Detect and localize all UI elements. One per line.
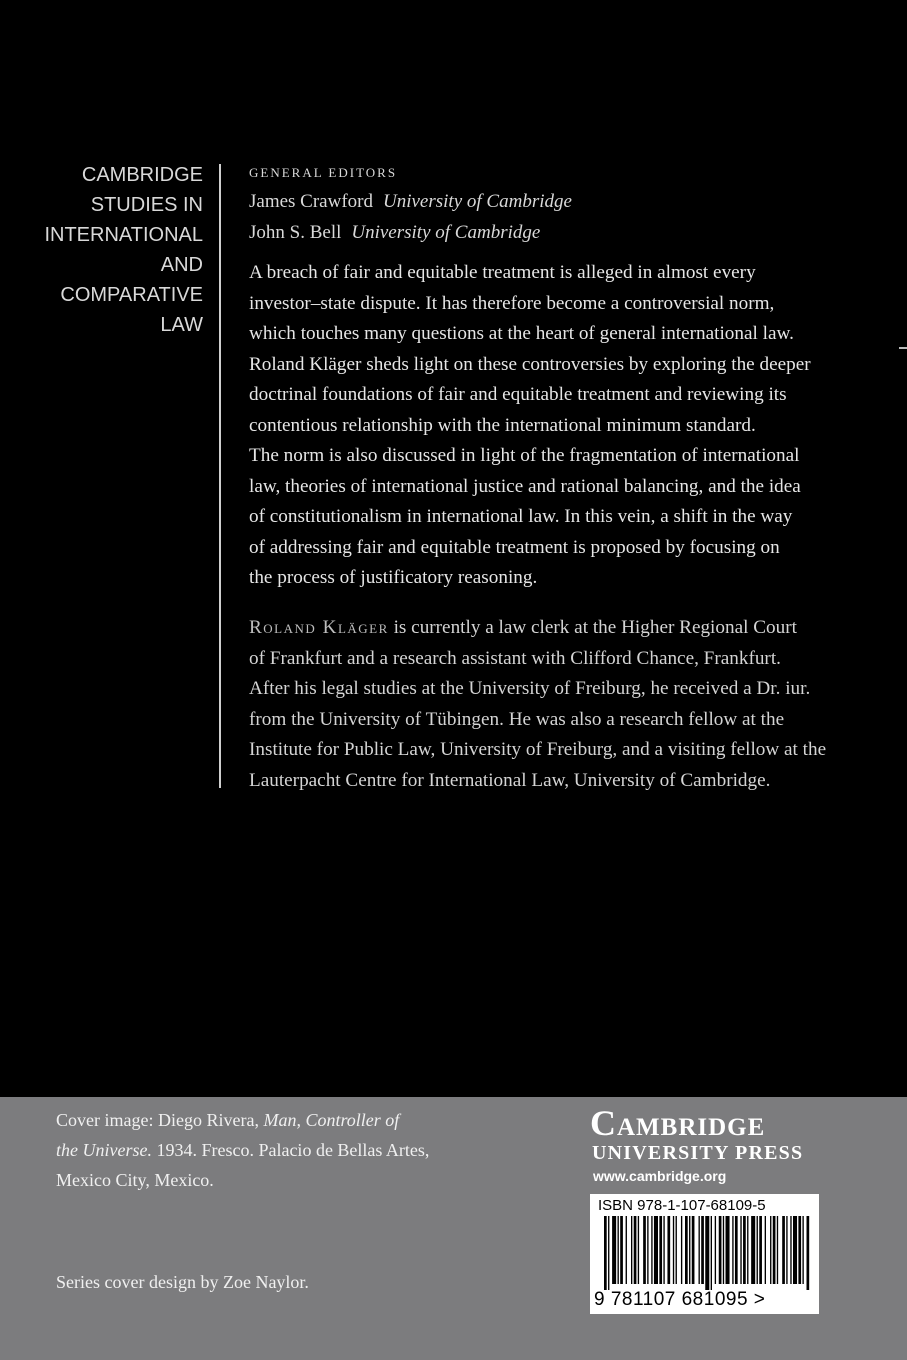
barcode-bar — [612, 1216, 616, 1284]
barcode-bar — [647, 1216, 648, 1284]
barcode-bar — [673, 1216, 674, 1284]
barcode-bar — [726, 1216, 730, 1284]
barcode-bar — [620, 1216, 623, 1284]
barcode-bar — [757, 1216, 758, 1284]
isbn-label: ISBN 978-1-107-68109-5 — [598, 1197, 766, 1214]
bio-text: is currently a law clerk at the Higher Regional Court — [388, 617, 797, 638]
credit-line — [56, 1135, 429, 1165]
editor-affiliation: University of Cambridge — [383, 191, 572, 212]
credit-text: 1934. Fresco. Palacio de Bellas Artes, — [151, 1140, 430, 1160]
author-bio — [249, 613, 869, 796]
barcode-bar — [743, 1216, 746, 1284]
barcode-bar — [638, 1216, 639, 1284]
barcode-bar — [634, 1216, 637, 1284]
barcode-digits: 9 781107 681095 > — [594, 1289, 766, 1310]
barcode-bar — [626, 1216, 627, 1284]
credit-text: Cover image: Diego Rivera, — [56, 1110, 264, 1130]
barcode-bar — [751, 1216, 755, 1284]
barcode-bar — [715, 1216, 716, 1284]
barcode-bar — [790, 1216, 791, 1284]
barcode-bar — [793, 1216, 797, 1284]
description-line: of constitutionalism in international law. In this vein, a shift in the way — [249, 506, 793, 527]
barcode-bar — [604, 1216, 607, 1290]
editor-affiliation: University of Cambridge — [351, 222, 541, 243]
barcode-bar — [747, 1216, 748, 1284]
description-line: of addressing fair and equitable treatment is proposed by focusing on — [249, 536, 780, 558]
bio-line: Lauterpacht Centre for International Law, University of Cambridge. — [249, 769, 771, 791]
description-line: doctrinal foundations of fair and equitable treatment and reviewing its — [249, 384, 787, 405]
general-editors-heading: GENERAL EDITORS — [249, 165, 398, 180]
barcode-bar — [659, 1216, 662, 1284]
cover-image-credit — [56, 1105, 429, 1195]
barcode-bar — [631, 1216, 632, 1284]
description-line: which touches many questions at the heart of general international law. — [249, 323, 794, 344]
publisher-url: www.cambridge.org — [593, 1168, 727, 1184]
bio-line: from the University of Tübingen. He was also a research fellow at the — [249, 708, 785, 730]
barcode-bar — [699, 1216, 700, 1284]
barcode-bar — [654, 1216, 658, 1284]
barcode-bar — [608, 1216, 609, 1290]
artwork-title: the Universe. — [56, 1140, 152, 1160]
editor-name: James Crawford — [249, 191, 373, 212]
bio-line: Institute for Public Law, University of Freiburg, and a visiting fellow at the — [249, 739, 827, 760]
description-line: investor–state dispute. It has therefore become a controversial norm, — [249, 292, 775, 314]
series-title-line: LAW — [160, 314, 203, 336]
series-title-line: AND — [160, 254, 203, 276]
bio-line: After his legal studies at the University of Freiburg, he received a Dr. iur. — [249, 678, 811, 699]
barcode-bar — [705, 1216, 709, 1290]
series-title-line: INTERNATIONAL — [44, 224, 203, 246]
barcode-bar — [735, 1216, 738, 1284]
barcode-bar — [786, 1216, 787, 1284]
publisher-subtitle: UNIVERSITY PRESS — [592, 1142, 804, 1164]
barcode-panel — [590, 1194, 819, 1314]
barcode-bar — [732, 1216, 733, 1284]
credit-line — [56, 1105, 429, 1135]
series-title — [30, 160, 203, 340]
barcode-bar — [770, 1216, 771, 1284]
barcode-bar — [667, 1216, 670, 1284]
barcode-bar — [777, 1216, 778, 1284]
barcode-bar — [643, 1216, 646, 1284]
description-line: Roland Kläger sheds light on these controversies by exploring the deeper — [249, 353, 811, 375]
barcode-bar — [719, 1216, 722, 1284]
barcode-bar — [782, 1216, 785, 1284]
description-line: A breach of fair and equitable treatment is alleged in almost every — [249, 262, 756, 283]
author-name: Roland Kläger — [249, 617, 389, 638]
barcode-bar — [807, 1216, 810, 1290]
barcode-bar — [663, 1216, 664, 1284]
editor-entry — [249, 188, 572, 216]
description-line: The norm is also discussed in light of the fragmentation of international — [249, 445, 800, 466]
barcode-bar — [685, 1216, 688, 1284]
barcode-bar — [802, 1216, 803, 1284]
barcode-bar — [681, 1216, 682, 1284]
publisher-logo: Cambridge — [590, 1103, 766, 1143]
barcode-bar — [759, 1216, 762, 1284]
edge-tick-mark — [899, 347, 907, 349]
series-title-line: CAMBRIDGE — [81, 164, 203, 186]
barcode-bar — [689, 1216, 690, 1284]
series-title-line: STUDIES IN — [90, 194, 203, 216]
barcode-bar — [651, 1216, 652, 1284]
design-credit: Series cover design by Zoe Naylor. — [56, 1272, 309, 1292]
bio-line — [249, 613, 869, 644]
barcode-bar — [798, 1216, 801, 1284]
description-line: the process of justificatory reasoning. — [249, 567, 538, 588]
vertical-divider — [219, 164, 221, 788]
barcode-bar — [773, 1216, 776, 1284]
editor-name: John S. Bell — [249, 222, 342, 243]
description-line: contentious relationship with the international minimum standard. — [249, 414, 756, 436]
barcode-bar — [618, 1216, 619, 1284]
credit-line: Mexico City, Mexico. — [56, 1170, 214, 1190]
barcode-bar — [676, 1216, 677, 1284]
editor-entry — [249, 219, 540, 247]
description-line: law, theories of international justice and rational balancing, and the idea — [249, 475, 801, 497]
artwork-title: Man, Controller of — [263, 1110, 400, 1130]
bio-line: of Frankfurt and a research assistant with Clifford Chance, Frankfurt. — [249, 647, 781, 669]
series-title-line: COMPARATIVE — [60, 284, 203, 306]
barcode-bar — [740, 1216, 741, 1284]
barcode — [604, 1216, 810, 1290]
barcode-bar — [692, 1216, 695, 1284]
barcode-bar — [711, 1216, 712, 1290]
barcode-bar — [765, 1216, 766, 1284]
book-description — [249, 258, 869, 594]
barcode-bar — [701, 1216, 704, 1284]
barcode-bar — [723, 1216, 724, 1284]
